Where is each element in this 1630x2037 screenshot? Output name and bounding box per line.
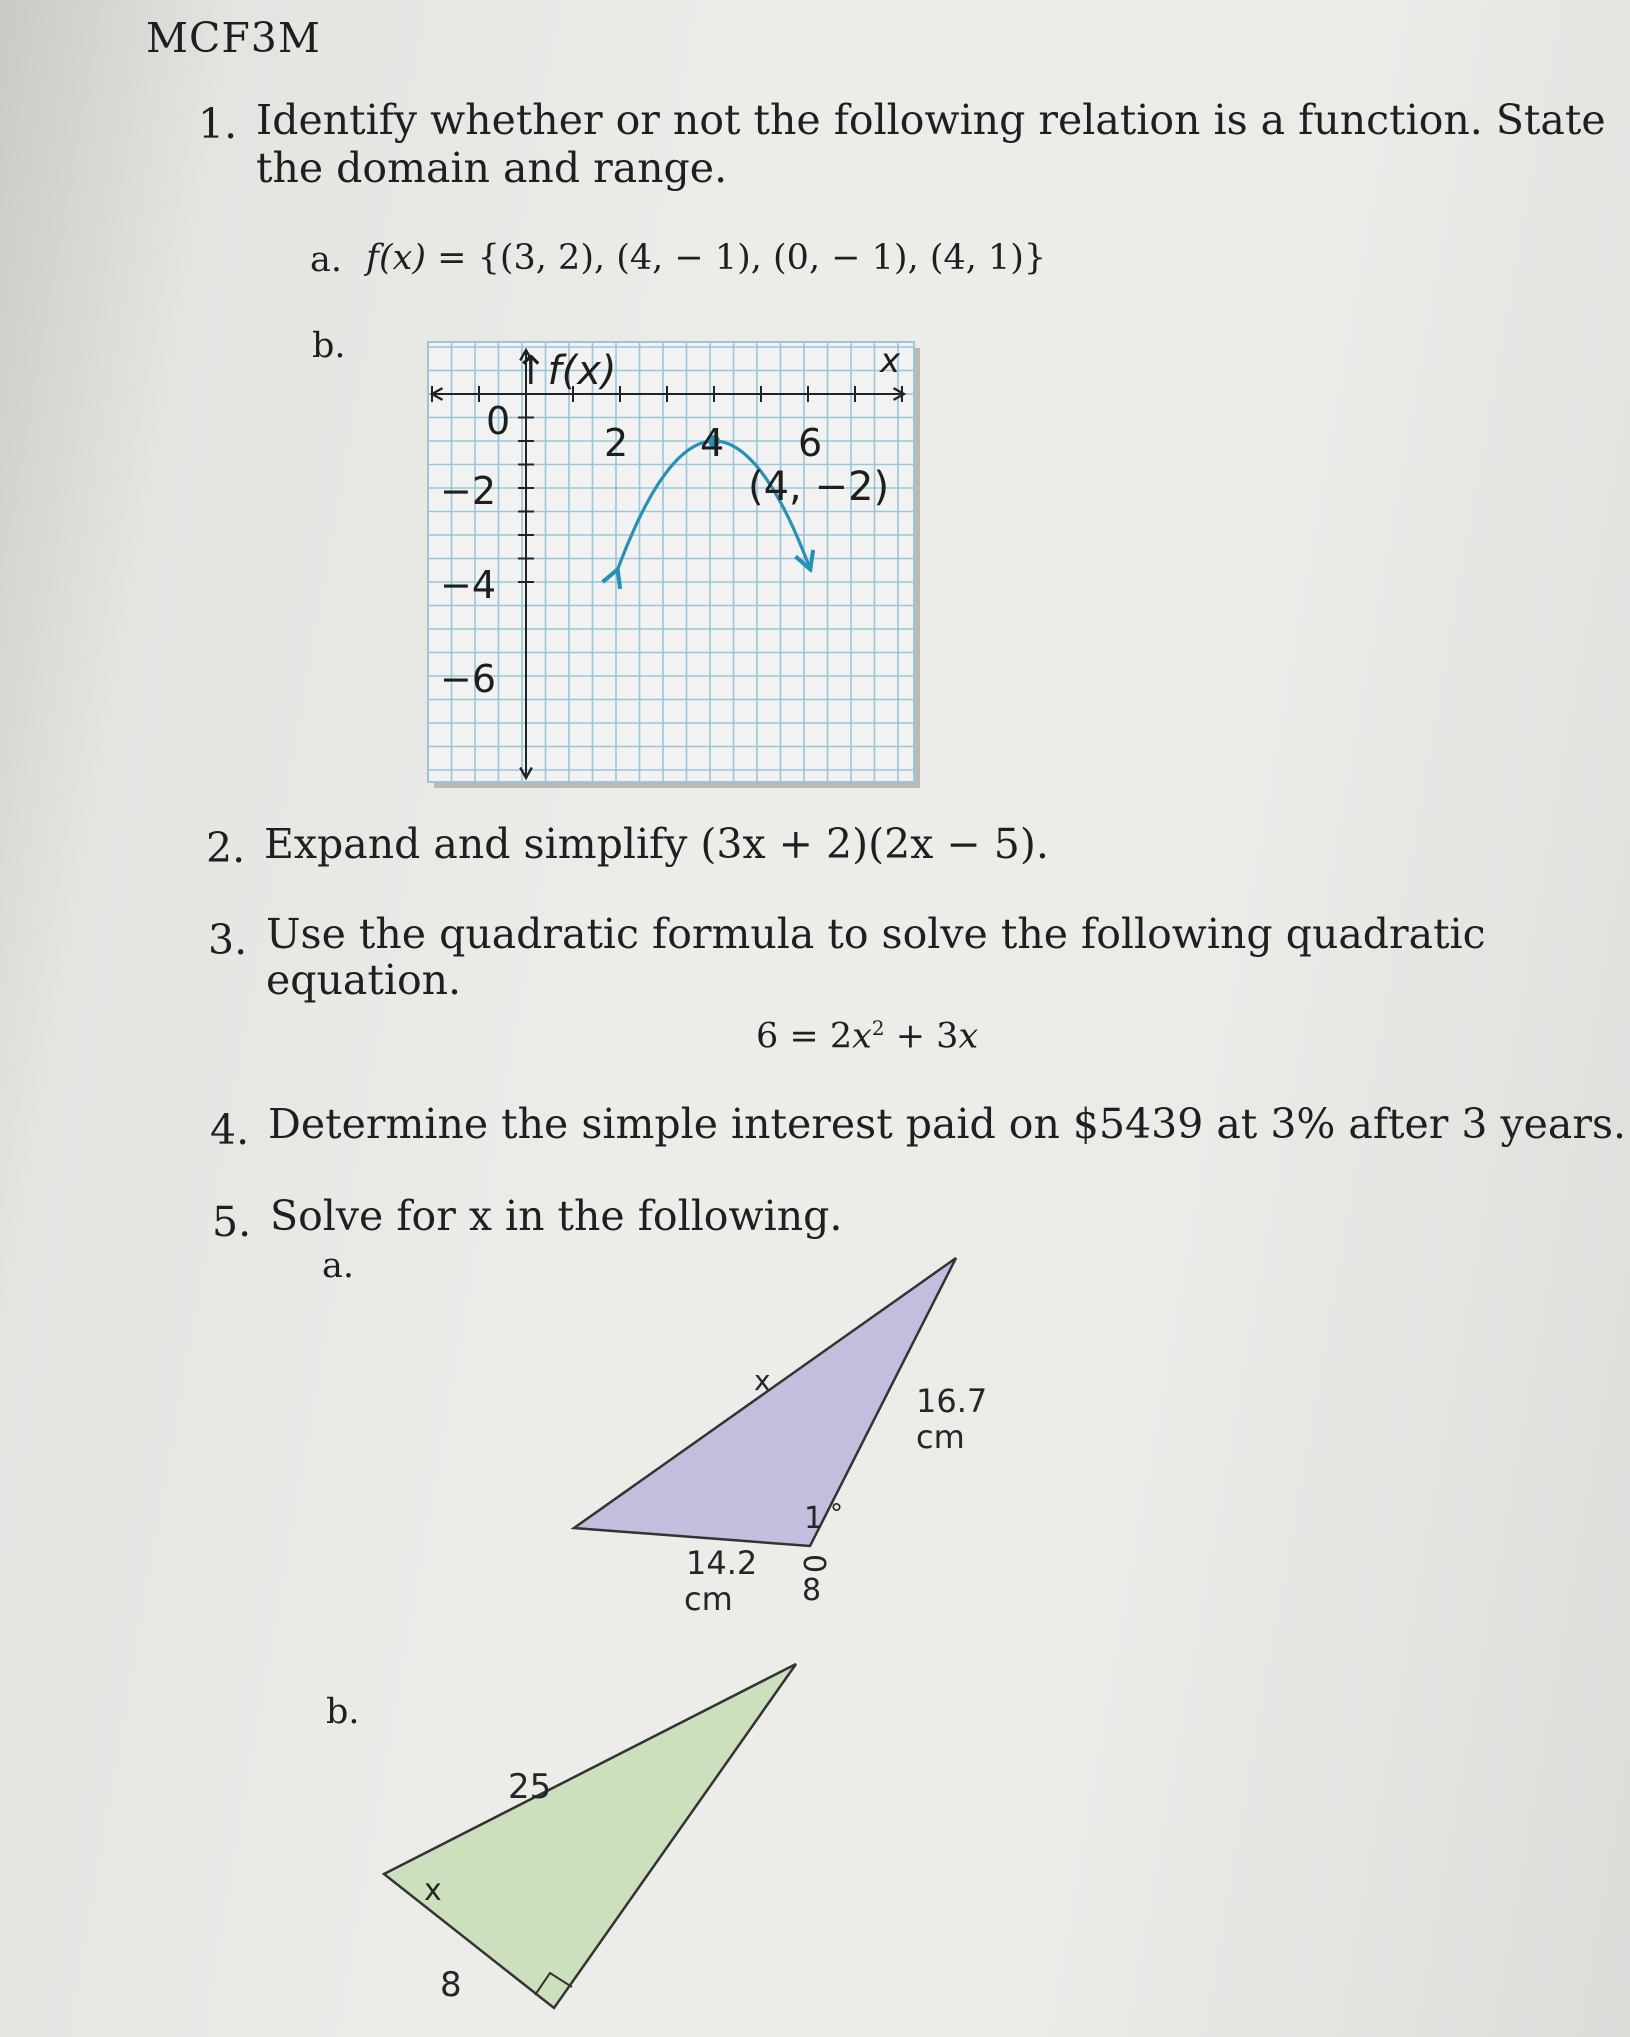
triangle-b-bottom: 8 bbox=[440, 1965, 462, 2005]
q3-eq-left: 6 = 2 bbox=[756, 1016, 853, 1057]
vertex-label: (4, −2) bbox=[748, 464, 890, 510]
graph-y-tick-neg6: −6 bbox=[440, 657, 497, 701]
triangle-b-side-x: x bbox=[424, 1873, 442, 1908]
q1-text-line1: Identify whether or not the following relation is a function. State bbox=[256, 96, 1606, 144]
q3-eq-var2: x bbox=[958, 1016, 979, 1057]
q1a-var: (x) bbox=[378, 238, 427, 278]
q1-text-line2: the domain and range. bbox=[256, 144, 728, 192]
course-code: MCF3M bbox=[146, 14, 321, 62]
graph-x-tick-4: 4 bbox=[700, 421, 725, 465]
q1a-fname: f bbox=[366, 238, 379, 278]
q2-number: 2. bbox=[206, 824, 246, 872]
q5-text: Solve for x in the following. bbox=[270, 1192, 843, 1240]
graph-x-axis-label: x bbox=[880, 341, 901, 381]
triangle-a-angle-digit-8: 8 bbox=[802, 1573, 822, 1608]
triangle-a-right-value: 16.7 bbox=[916, 1382, 988, 1420]
triangle-a-shape bbox=[574, 1258, 956, 1546]
q1-number: 1. bbox=[198, 100, 238, 148]
graph-y-axis-label: ↑f(x) bbox=[514, 348, 617, 394]
q1a-label: a. bbox=[310, 240, 342, 280]
q3-text-line2: equation. bbox=[266, 956, 462, 1004]
triangle-a-bottom-value: 14.2 bbox=[686, 1544, 758, 1582]
graph-x-tick-2: 2 bbox=[604, 421, 629, 465]
triangle-a-angle-digit-1: 1 bbox=[804, 1501, 824, 1536]
triangle-a-side-x: x bbox=[754, 1364, 771, 1397]
q4-number: 4. bbox=[210, 1106, 250, 1154]
q4-text: Determine the simple interest paid on $5439 at 3% after 3 years. bbox=[268, 1100, 1627, 1148]
graph-origin-label: 0 bbox=[486, 399, 511, 443]
q1b-label: b. bbox=[312, 326, 346, 366]
triangle-a-angle-digit-0: 0 bbox=[796, 1554, 831, 1574]
graph-x-tick-6: 6 bbox=[798, 421, 823, 465]
q3-text-line1: Use the quadratic formula to solve the following quadratic bbox=[266, 910, 1486, 958]
triangle-a-right-unit: cm bbox=[916, 1418, 965, 1456]
triangle-a-angle-degree: ° bbox=[830, 1499, 843, 1529]
triangle-b-shape bbox=[384, 1664, 796, 2008]
graph-y-tick-neg4: −4 bbox=[440, 563, 497, 607]
q5-number: 5. bbox=[212, 1198, 252, 1246]
graph-y-tick-neg2: −2 bbox=[440, 469, 497, 513]
triangle-b-hypotenuse: 25 bbox=[508, 1767, 552, 1807]
q3-eq-right: + 3 bbox=[884, 1016, 959, 1057]
q5b-label: b. bbox=[326, 1692, 360, 1732]
triangle-a-bottom-unit: cm bbox=[684, 1580, 733, 1618]
q3-eq-exponent: 2 bbox=[871, 1016, 885, 1040]
q5a-label: a. bbox=[322, 1246, 354, 1286]
q3-number: 3. bbox=[208, 916, 248, 964]
q2-text: Expand and simplify (3x + 2)(2x − 5). bbox=[264, 820, 1049, 868]
q3-eq-var: x bbox=[852, 1016, 872, 1057]
q1a-expr: = {(3, 2), (4, − 1), (0, − 1), (4, 1)} bbox=[426, 238, 1047, 278]
